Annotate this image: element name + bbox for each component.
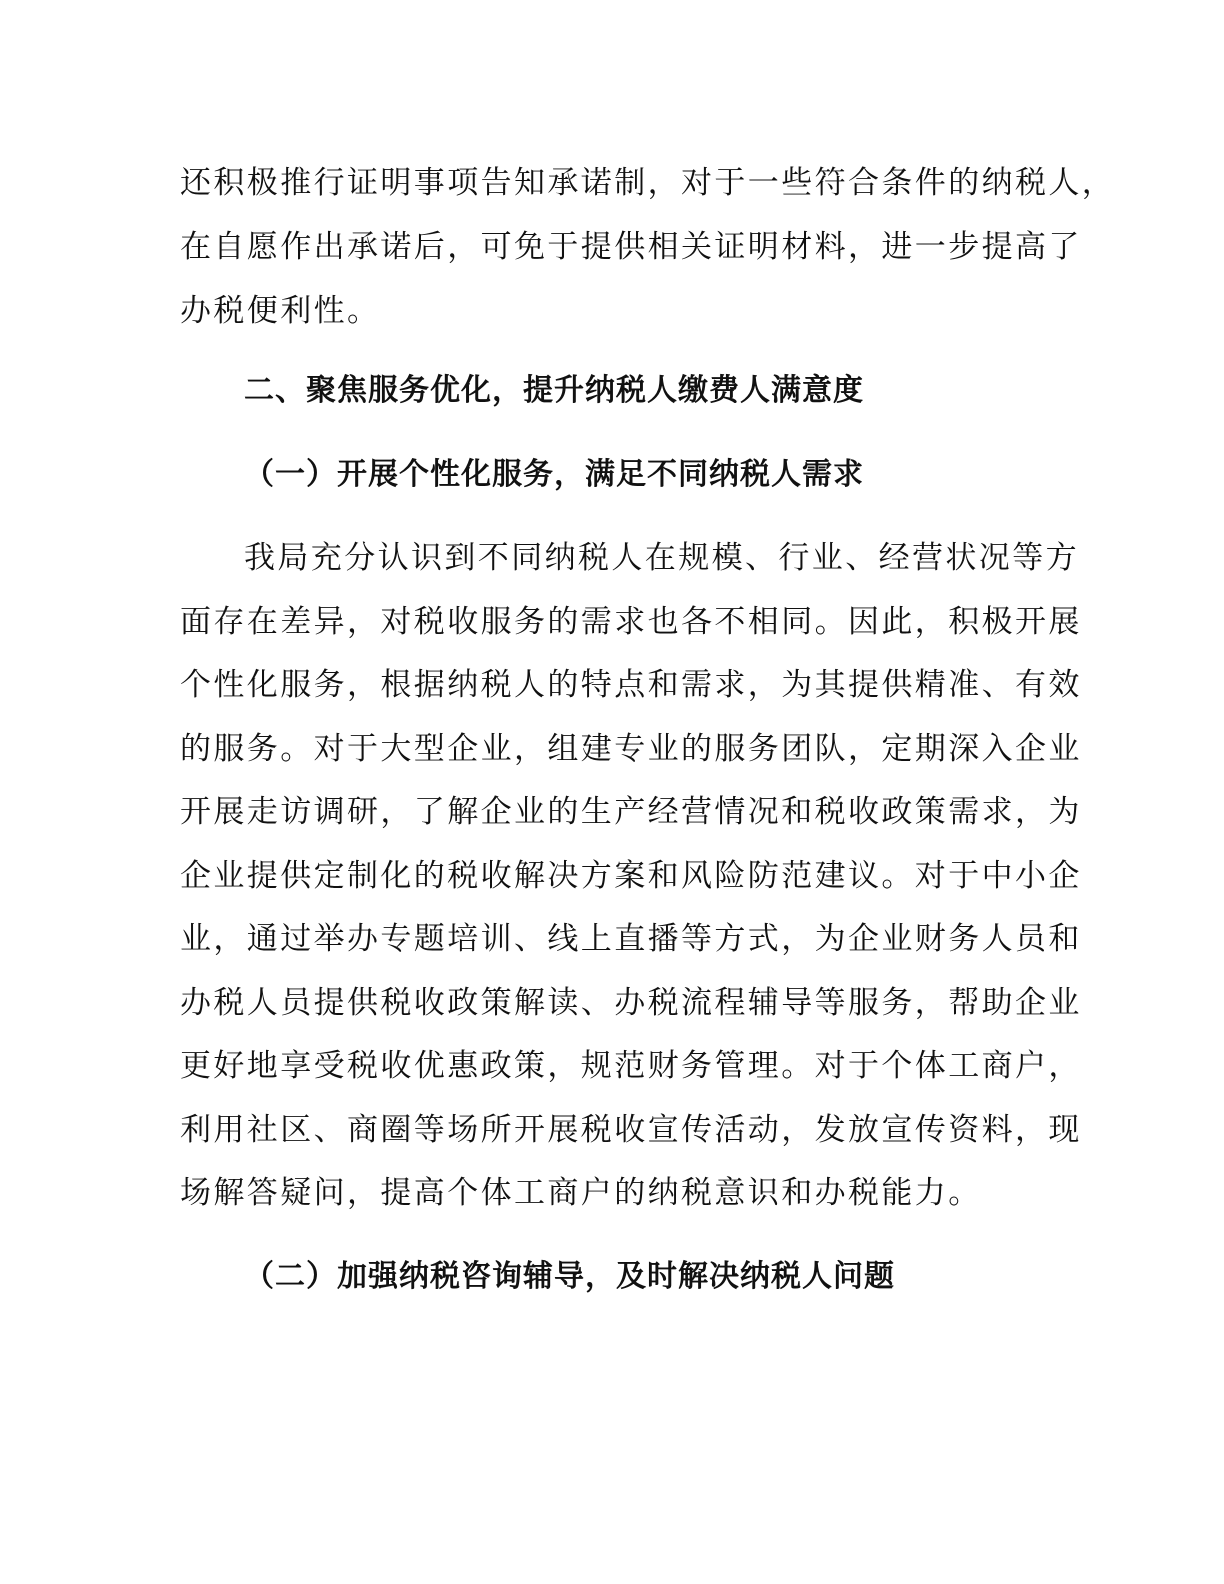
intro-paragraph-line: 在自愿作出承诺后，可免于提供相关证明材料，进一步提高了 <box>180 229 1082 265</box>
body-paragraph-line: 更好地享受税收优惠政策，规范财务管理。对于个体工商户， <box>180 1048 1082 1084</box>
body-paragraph-line: 面存在差异，对税收服务的需求也各不相同。因此，积极开展 <box>180 604 1082 640</box>
section-heading: 二、聚焦服务优化，提升纳税人缴费人满意度 <box>244 373 864 408</box>
body-paragraph-line: 个性化服务，根据纳税人的特点和需求，为其提供精准、有效 <box>180 667 1082 703</box>
body-paragraph-line: 的服务。对于大型企业，组建专业的服务团队，定期深入企业 <box>180 731 1082 767</box>
body-paragraph-line: 办税人员提供税收政策解读、办税流程辅导等服务，帮助企业 <box>180 985 1082 1021</box>
body-paragraph-line: 企业提供定制化的税收解决方案和风险防范建议。对于中小企 <box>180 858 1082 894</box>
body-paragraph-line: 我局充分认识到不同纳税人在规模、行业、经营状况等方 <box>244 540 1079 576</box>
body-paragraph-line: 业，通过举办专题培训、线上直播等方式，为企业财务人员和 <box>180 921 1082 957</box>
body-paragraph-line: 场解答疑问，提高个体工商户的纳税意识和办税能力。 <box>180 1175 982 1211</box>
body-paragraph-line: 开展走访调研，了解企业的生产经营情况和税收政策需求，为 <box>180 794 1082 830</box>
subsection-heading: （二）加强纳税咨询辅导，及时解决纳税人问题 <box>244 1259 895 1294</box>
subsection-heading: （一）开展个性化服务，满足不同纳税人需求 <box>244 457 864 492</box>
intro-paragraph-line: 还积极推行证明事项告知承诺制，对于一些符合条件的纳税人， <box>180 165 1116 201</box>
body-paragraph-line: 利用社区、商圈等场所开展税收宣传活动，发放宣传资料，现 <box>180 1112 1082 1148</box>
intro-paragraph-line: 办税便利性。 <box>180 293 381 329</box>
